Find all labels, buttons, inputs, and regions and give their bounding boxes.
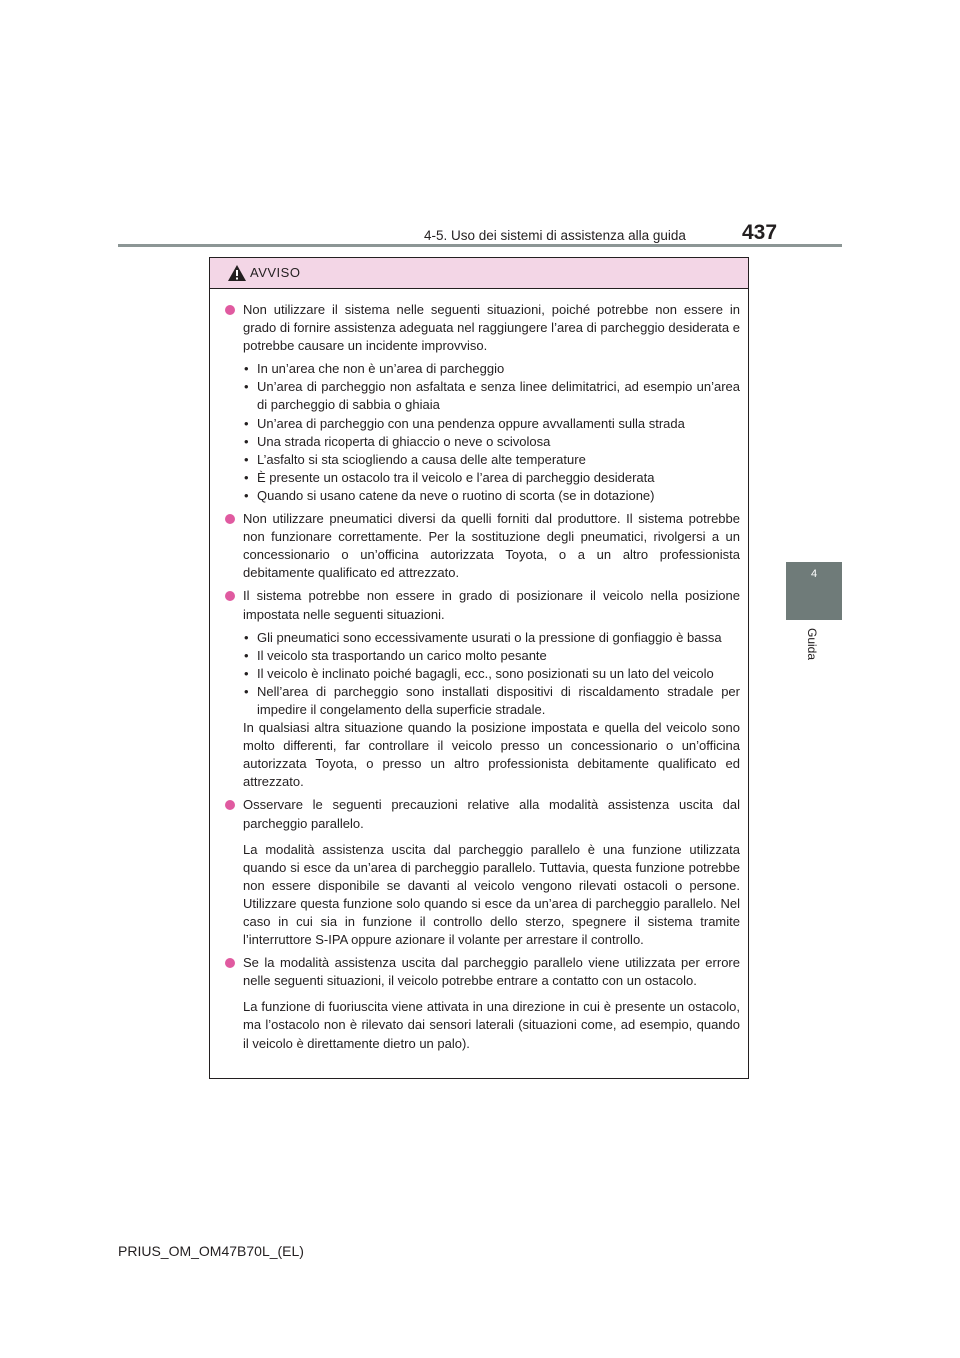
header-rule xyxy=(118,244,842,247)
warning-item xyxy=(223,301,740,505)
chapter-label: Guida xyxy=(805,628,819,661)
warning-item xyxy=(223,510,740,582)
list-item: • In un’area che non è un’area di parcheggio xyxy=(243,360,740,378)
warning-item-text: Se la modalità assistenza uscita dal parcheggio parallelo viene utilizzata per errore nelle seguenti situazioni, il veicolo potrebbe entrare a contatto con un ostacolo. xyxy=(243,955,740,989)
warning-triangle-icon xyxy=(227,264,247,282)
bullet-icon xyxy=(225,514,235,524)
document-code: PRIUS_OM_OM47B70L_(EL) xyxy=(118,1243,304,1259)
bullet-icon xyxy=(225,958,235,968)
warning-item-text: Non utilizzare il sistema nelle seguenti situazioni, poiché potrebbe non essere in grado di fornire assistenza adeguata nel raggiungere l’area di parcheggio desiderata e potrebbe causare un incidente improvviso. xyxy=(243,302,740,354)
sub-list xyxy=(243,629,740,719)
section-title: 4-5. Uso dei sistemi di assistenza alla guida xyxy=(424,228,686,243)
sub-list xyxy=(243,360,740,505)
list-item: • L’asfalto si sta sciogliendo a causa delle alte temperature xyxy=(243,451,740,469)
warning-item xyxy=(223,587,740,791)
bullet-icon xyxy=(225,305,235,315)
list-item: • Gli pneumatici sono eccessivamente usurati o la pressione di gonfiaggio è bassa xyxy=(243,629,740,647)
page-number: 437 xyxy=(742,221,778,244)
warning-item xyxy=(223,954,740,1052)
list-item: • Nell’area di parcheggio sono installati dispositivi di riscaldamento stradale per impedire il congelamento della superficie stradale. xyxy=(243,683,740,719)
warning-item-detail: La funzione di fuoriuscita viene attivata in una direzione in cui è presente un ostacolo, ma l’ostacolo non è rilevato dai sensori laterali (situazioni come, ad esempio, quando il veicolo è direttamente dietro un palo). xyxy=(243,999,740,1051)
warning-item xyxy=(223,796,740,949)
bullet-icon xyxy=(225,800,235,810)
warning-body xyxy=(210,289,748,1053)
warning-header xyxy=(210,258,748,289)
warning-item-detail: La modalità assistenza uscita dal parcheggio parallelo è una funzione utilizzata quando si esce da un’area di parcheggio parallelo. Tuttavia, questa funzione potrebbe non essere disponibile se davanti al veicolo vengono rilevati ostacoli o persone. Utilizzare questa funzione solo quando si esce da un’area di parcheggio parallelo. Nel caso in cui sia in funzione il controllo dello sterzo, spegnere il sistema tramite l’interruttore S-IPA oppure azionare il volante per arrestare il controllo. xyxy=(243,841,740,948)
list-item: • È presente un ostacolo tra il veicolo e l’area di parcheggio desiderata xyxy=(243,469,740,487)
warning-item-note: In qualsiasi altra situazione quando la posizione impostata e quella del veicolo sono molto differenti, far controllare il veicolo presso un concessionario o un’officina autorizzata Toyota, o presso un altro professionista debitamente qualificato ed attrezzato. xyxy=(243,720,740,790)
bullet-icon xyxy=(225,591,235,601)
warning-item-text: Non utilizzare pneumatici diversi da quelli forniti dal produttore. Il sistema potrebbe non funzionare correttamente. Per la sostituzione degli pneumatici, rivolgersi a un concessionario o un’officina autorizzata Toyota, o a un altro professionista debitamente qualificato ed attrezzato. xyxy=(243,511,740,581)
chapter-tab xyxy=(786,562,842,620)
list-item: • Il veicolo è inclinato poiché bagagli, ecc., sono posizionati su un lato del veicolo xyxy=(243,665,740,683)
list-item: • Quando si usano catene da neve o ruotino di scorta (se in dotazione) xyxy=(243,487,740,505)
list-item: • Una strada ricoperta di ghiaccio o neve o scivolosa xyxy=(243,433,740,451)
warning-box xyxy=(209,257,749,1079)
list-item: • Il veicolo sta trasportando un carico molto pesante xyxy=(243,647,740,665)
list-item: • Un’area di parcheggio con una pendenza oppure avvallamenti sulla strada xyxy=(243,415,740,433)
warning-item-text: Osservare le seguenti precauzioni relative alla modalità assistenza uscita dal parcheggio parallelo. xyxy=(243,797,740,831)
chapter-number: 4 xyxy=(810,568,818,580)
warning-title: AVVISO xyxy=(250,265,301,280)
warning-item-text: Il sistema potrebbe non essere in grado di posizionare il veicolo nella posizione impostata nelle seguenti situazioni. xyxy=(243,588,740,622)
list-item: • Un’area di parcheggio non asfaltata e senza linee delimitatrici, ad esempio un’area di parcheggio di sabbia o ghiaia xyxy=(243,378,740,414)
